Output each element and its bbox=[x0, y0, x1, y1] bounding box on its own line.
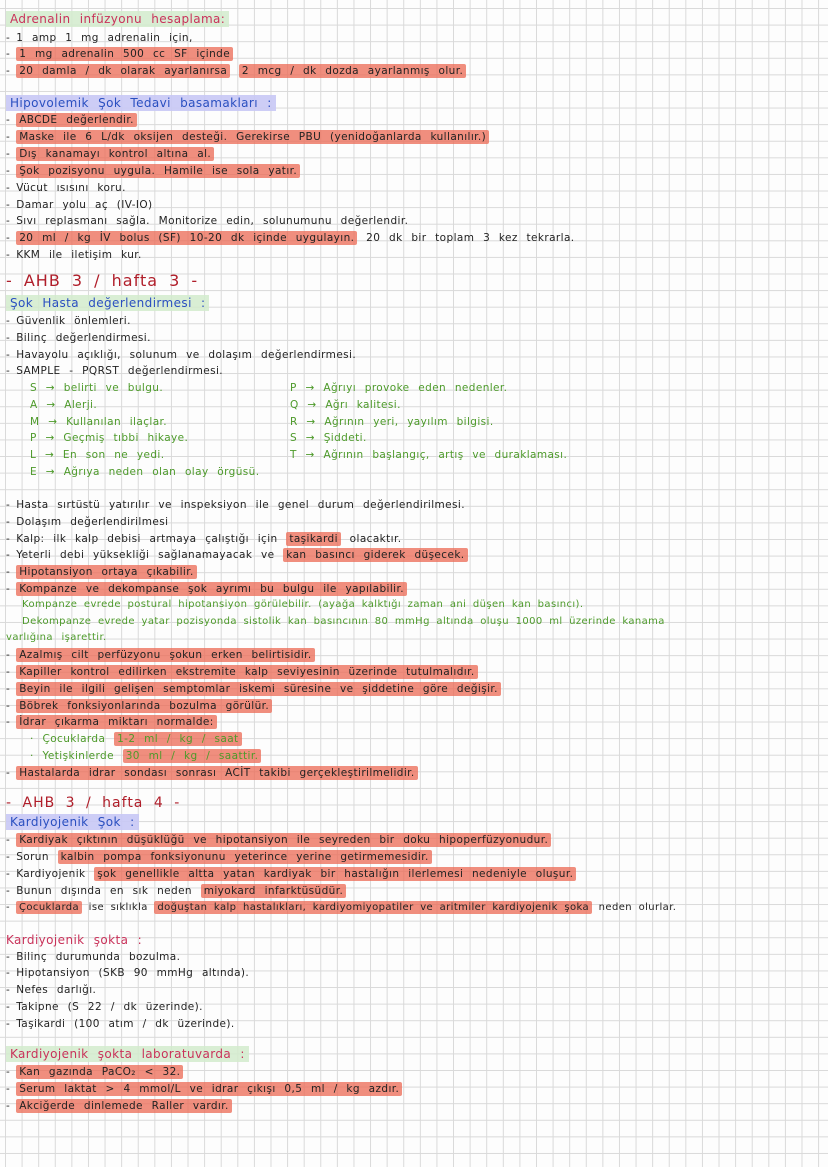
list-item bbox=[6, 1065, 183, 1079]
hipovolemik-title bbox=[6, 96, 276, 111]
bullet-dash: - bbox=[6, 566, 11, 578]
bullet-dash: - bbox=[6, 332, 11, 344]
bullet-dash: - bbox=[6, 65, 11, 77]
bullet-dash: - bbox=[6, 851, 11, 863]
text-span: Dolaşım değerlendirilmesi bbox=[16, 516, 169, 528]
list-item bbox=[6, 498, 465, 512]
text-span: Böbrek fonksiyonlarında bozulma görülür. bbox=[16, 699, 272, 713]
text-span: ABCDE değerlendir. bbox=[16, 113, 137, 127]
sample-item: A → Alerji. bbox=[30, 399, 98, 411]
list-item bbox=[6, 47, 233, 61]
list-item bbox=[6, 1082, 402, 1096]
bullet-dash: - bbox=[6, 683, 11, 695]
text-span: Vücut ısısını koru. bbox=[16, 182, 126, 194]
bullet-dash: - bbox=[6, 499, 11, 511]
list-item bbox=[6, 833, 551, 847]
text-span: 20 dk bir toplam 3 kez tekrarla. bbox=[366, 232, 575, 244]
sample-item: L → En son ne yedi. bbox=[30, 449, 165, 461]
bullet-dash: - bbox=[6, 700, 11, 712]
week4-title bbox=[6, 815, 139, 830]
pqrst-item: P → Ağrıyı provoke eden nedenler. bbox=[290, 382, 508, 394]
list-item bbox=[6, 582, 407, 596]
week3-title bbox=[6, 296, 209, 311]
list-item bbox=[6, 648, 315, 662]
text-span: Nefes darlığı. bbox=[16, 984, 97, 996]
sample-item: S → belirti ve bulgu. bbox=[30, 382, 164, 394]
bullet-dash: - bbox=[6, 549, 11, 561]
bullet-dash: - bbox=[6, 1001, 11, 1013]
list-item bbox=[6, 715, 217, 729]
text-span: olacaktır. bbox=[349, 533, 402, 545]
text-span: 20 damla / dk olarak ayarlanırsa bbox=[16, 64, 230, 78]
bullet-dash: - bbox=[6, 1066, 11, 1078]
bullet-dash: - bbox=[6, 1083, 11, 1095]
text-span: Kardiyak çıktının düşüklüğü ve hipotansiyon ile seyreden bir doku hipoperfüzyonudur. bbox=[16, 833, 551, 847]
list-item bbox=[6, 548, 468, 562]
text-span: Sorun bbox=[16, 851, 49, 863]
list-item bbox=[6, 181, 126, 195]
bullet-dash: - bbox=[6, 967, 11, 979]
sample-item: P → Geçmiş tıbbi hikaye. bbox=[30, 432, 189, 444]
adrenalin-title bbox=[6, 12, 229, 27]
bullet-dash: - bbox=[6, 984, 11, 996]
bullet-dash: - bbox=[6, 148, 11, 160]
bullet-dash: - bbox=[6, 868, 11, 880]
list-item bbox=[6, 867, 576, 881]
bullet-dash: - bbox=[6, 902, 11, 913]
text-span: Güvenlik önlemleri. bbox=[16, 315, 131, 327]
text-span: Bilinç durumunda bozulma. bbox=[16, 951, 181, 963]
bullet-dash: - bbox=[6, 1100, 11, 1112]
list-item bbox=[6, 130, 489, 144]
bullet-dash: - bbox=[6, 232, 11, 244]
list-item bbox=[6, 1099, 232, 1113]
list-item bbox=[6, 699, 272, 713]
text-span: KKM ile iletişim kur. bbox=[16, 249, 142, 261]
bullet-dash: - bbox=[6, 649, 11, 661]
bullet-dash: - bbox=[6, 365, 11, 377]
text-span: 1 amp 1 mg adrenalin için, bbox=[16, 32, 193, 44]
bullet-dash: - bbox=[6, 1018, 11, 1030]
bullet-dash: - bbox=[6, 199, 11, 211]
list-item bbox=[6, 214, 408, 228]
green-note: Kompanze evrede postural hipotansiyon görülebilir. (ayağa kalktığı zaman ani düşen kan basıncı). bbox=[22, 599, 584, 610]
list-item bbox=[6, 682, 501, 696]
text-span: taşikardi bbox=[286, 532, 341, 546]
list-item bbox=[6, 348, 356, 362]
text-span: Dış kanamayı kontrol altına al. bbox=[16, 147, 214, 161]
text-span: doğuştan kalp hastalıkları, kardiyomiyopatiler ve aritmiler kardiyojenik şoka bbox=[154, 901, 592, 914]
bullet-dash: - bbox=[6, 131, 11, 143]
text-span: Yetişkinlerde bbox=[42, 750, 114, 762]
text-span: 1 mg adrenalin 500 cc SF içinde bbox=[16, 47, 233, 61]
text-span: neden olurlar. bbox=[598, 902, 677, 913]
text-span: Şok pozisyonu uygula. Hamile ise sola yatır. bbox=[16, 164, 300, 178]
sample-item: M → Kullanılan ilaçlar. bbox=[30, 416, 168, 428]
bullet-dash: - bbox=[6, 716, 11, 728]
bullet-dash: - bbox=[6, 32, 11, 44]
text-span: miyokard infarktüsüdür. bbox=[201, 884, 346, 898]
lab-title bbox=[6, 1047, 249, 1062]
text-span: 2 mcg / dk dozda ayarlanmış olur. bbox=[239, 64, 466, 78]
text-span: Hastalarda idrar sondası sonrası ACİT takibi gerçekleştirilmelidir. bbox=[16, 766, 417, 780]
list-item bbox=[6, 113, 137, 127]
bullet-dash: - bbox=[6, 182, 11, 194]
text-span: Kardiyojenik şokta laboratuvarda : bbox=[6, 1046, 249, 1062]
text-span: İdrar çıkarma miktarı normalde: bbox=[16, 715, 217, 729]
list-item bbox=[6, 64, 466, 78]
bullet-dash: - bbox=[6, 249, 11, 261]
bullet-dash: - bbox=[6, 516, 11, 528]
text-span: Kalp: ilk kalp debisi artmaya çalıştığı için bbox=[16, 533, 278, 545]
pqrst-item: Q → Ağrı kalitesi. bbox=[290, 399, 401, 411]
bullet-dash: - bbox=[6, 315, 11, 327]
text-span: Taşikardi (100 atım / dk üzerinde). bbox=[16, 1018, 235, 1030]
list-item bbox=[6, 766, 418, 780]
bullet-dash: - bbox=[6, 951, 11, 963]
text-span: Kompanze ve dekompanse şok ayrımı bu bulgu ile yapılabilir. bbox=[16, 582, 407, 596]
text-span: Akciğerde dinlemede Raller vardır. bbox=[16, 1099, 232, 1113]
text-span: Serum laktat > 4 mmol/L ve idrar çıkışı 0,5 ml / kg azdır. bbox=[16, 1082, 402, 1096]
text-span: Kardiyojenik Şok : bbox=[6, 814, 139, 830]
text-span: Yeterli debi yüksekliği sağlanamayacak ve bbox=[16, 549, 275, 561]
text-span: Hasta sırtüstü yatırılır ve inspeksiyon ile genel durum değerlendirilmesi. bbox=[16, 499, 465, 511]
list-item bbox=[6, 147, 214, 161]
bullet-dash: - bbox=[6, 583, 11, 595]
pqrst-item: T → Ağrının başlangıç, artış ve duraklaması. bbox=[290, 449, 568, 461]
list-item bbox=[6, 331, 151, 345]
sample-item: E → Ağrıya neden olan olay örgüsü. bbox=[30, 466, 260, 478]
list-item bbox=[6, 665, 478, 679]
text-span: Bilinç değerlendirmesi. bbox=[16, 332, 151, 344]
text-span: SAMPLE - PQRST değerlendirmesi. bbox=[16, 365, 224, 377]
text-span: Hipovolemik Şok Tedavi basamakları : bbox=[6, 95, 276, 111]
bullet-dash: - bbox=[6, 114, 11, 126]
bullet-dash: - bbox=[6, 165, 11, 177]
text-span: Kan gazında PaCO₂ < 32. bbox=[16, 1065, 183, 1079]
text-span: Sıvı replasmanı sağla. Monitorize edin, solunumunu değerlendir. bbox=[16, 215, 409, 227]
urine-children: · Çocuklarda 1-2 ml / kg / saat bbox=[30, 732, 242, 746]
urine-adults: · Yetişkinlerde 30 ml / kg / saattir. bbox=[30, 749, 261, 763]
list-item bbox=[6, 901, 676, 915]
bullet-dash: - bbox=[6, 533, 11, 545]
list-item bbox=[6, 565, 197, 579]
text-span: kan basıncı giderek düşecek. bbox=[283, 548, 467, 562]
list-item bbox=[6, 515, 168, 529]
text-span: Şok Hasta değerlendirmesi : bbox=[6, 295, 209, 311]
bullet-dash: - bbox=[6, 885, 11, 897]
text-span: Takipne (S 22 / dk üzerinde). bbox=[16, 1001, 203, 1013]
text-span: Kardiyojenik bbox=[16, 868, 86, 880]
text-span: Hipotansiyon (SKB 90 mmHg altında). bbox=[16, 967, 250, 979]
green-note: varlığına işarettir. bbox=[6, 632, 107, 643]
list-item bbox=[6, 31, 193, 45]
list-item bbox=[6, 950, 180, 964]
text-span: 30 ml / kg / saattir. bbox=[123, 749, 262, 763]
list-item bbox=[6, 364, 223, 378]
bullet-dash: - bbox=[6, 767, 11, 779]
list-item bbox=[6, 884, 346, 898]
list-item bbox=[6, 231, 575, 245]
list-item bbox=[6, 532, 401, 546]
text-span: Çocuklarda bbox=[16, 901, 82, 914]
text-span: Beyin ile ilgili gelişen semptomlar iskemi süresine ve şiddetine göre değişir. bbox=[16, 682, 501, 696]
list-item bbox=[6, 1017, 235, 1031]
bullet-dash: - bbox=[6, 834, 11, 846]
week4-heading: - AHB 3 / hafta 4 - bbox=[6, 795, 181, 811]
green-note: Dekompanze evrede yatar pozisyonda sistolik kan basıncının 80 mmHg altında oluşu 1000 ml üzerinde kanama bbox=[22, 616, 665, 627]
text-span: 1-2 ml / kg / saat bbox=[114, 732, 241, 746]
text-span: Adrenalin infüzyonu hesaplama: bbox=[6, 11, 229, 27]
bullet-dash: - bbox=[6, 666, 11, 678]
text-span: Kardiyojenik şokta : bbox=[6, 933, 143, 947]
bullet-dash: - bbox=[6, 48, 11, 60]
findings-title bbox=[6, 933, 142, 948]
text-span: Çocuklarda bbox=[42, 733, 106, 745]
list-item bbox=[6, 248, 142, 262]
text-span: kalbin pompa fonksiyonunu yeterince yerine getirmemesidir. bbox=[58, 850, 432, 864]
text-span: Kapiller kontrol edilirken ekstremite kalp seviyesinin üzerinde tutulmalıdır. bbox=[16, 665, 477, 679]
list-item bbox=[6, 198, 153, 212]
list-item bbox=[6, 164, 300, 178]
pqrst-item: R → Ağrının yeri, yayılım bilgisi. bbox=[290, 416, 494, 428]
bullet-dash: - bbox=[6, 215, 11, 227]
text-span: Havayolu açıklığı, solunum ve dolaşım değerlendirmesi. bbox=[16, 349, 357, 361]
list-item bbox=[6, 966, 249, 980]
text-span: Damar yolu aç (IV-IO) bbox=[16, 199, 153, 211]
list-item bbox=[6, 850, 432, 864]
list-item bbox=[6, 314, 131, 328]
list-item bbox=[6, 983, 96, 997]
list-item bbox=[6, 1000, 203, 1014]
pqrst-item: S → Şiddeti. bbox=[290, 432, 367, 444]
text-span: şok genellikle altta yatan kardiyak bir hastalığın ilerlemesi nedeniyle oluşur. bbox=[94, 867, 576, 881]
text-span: Bunun dışında en sık neden bbox=[16, 885, 192, 897]
bullet-dash: - bbox=[6, 349, 11, 361]
week3-heading: - AHB 3 / hafta 3 - bbox=[6, 271, 199, 290]
text-span: Azalmış cilt perfüzyonu şokun erken belirtisidir. bbox=[16, 648, 314, 662]
text-span: Hipotansiyon ortaya çıkabilir. bbox=[16, 565, 197, 579]
text-span: 20 ml / kg İV bolus (SF) 10-20 dk içinde uygulayın. bbox=[16, 231, 357, 245]
text-span: Maske ile 6 L/dk oksijen desteği. Gerekirse PBU (yenidoğanlarda kullanılır.) bbox=[16, 130, 489, 144]
text-span: ise sıklıkla bbox=[88, 902, 148, 913]
